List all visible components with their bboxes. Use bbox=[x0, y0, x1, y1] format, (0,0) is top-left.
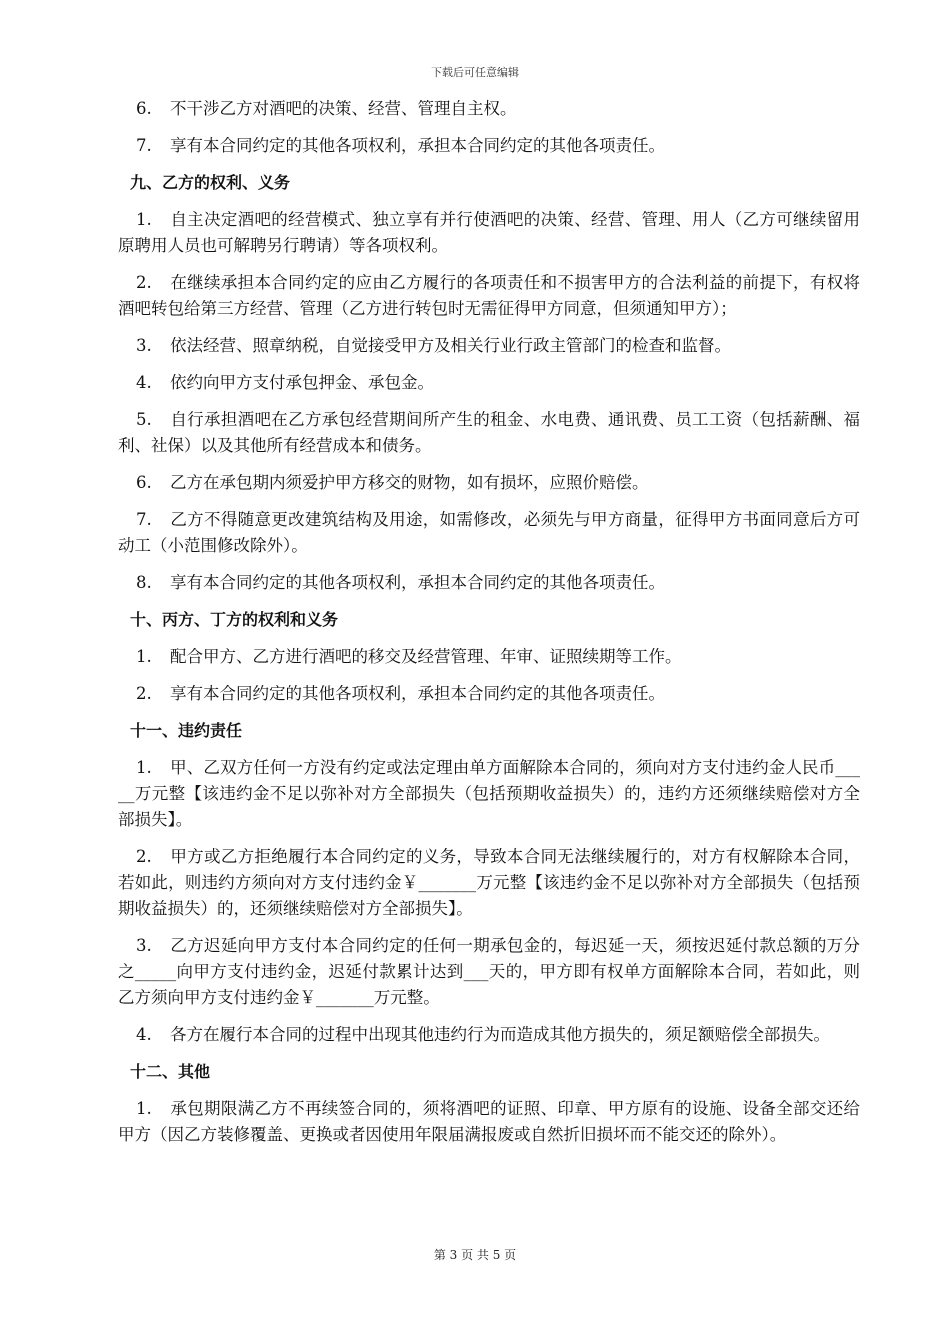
clause-paragraph bbox=[118, 755, 860, 833]
clause-paragraph bbox=[118, 644, 860, 670]
clause-number: 1. bbox=[136, 210, 152, 229]
clause-number: 4. bbox=[136, 1025, 152, 1044]
clause-number: 8. bbox=[136, 573, 152, 592]
clause-text: 乙方不得随意更改建筑结构及用途，如需修改，必须先与甲方商量，征得甲方书面同意后方可动工（小范围修改除外）。 bbox=[118, 510, 860, 555]
clause-paragraph bbox=[118, 470, 860, 496]
clause-number: 4. bbox=[136, 373, 152, 392]
clause-paragraph bbox=[118, 507, 860, 559]
page-header: 下载后可任意编辑 bbox=[431, 66, 519, 79]
clause-text: 乙方在承包期内须爱护甲方移交的财物，如有损坏，应照价赔偿。 bbox=[170, 473, 649, 492]
clause-text: 享有本合同约定的其他各项权利，承担本合同约定的其他各项责任。 bbox=[170, 136, 665, 155]
clause-number: 7. bbox=[136, 136, 152, 155]
clause-number: 6. bbox=[136, 99, 152, 118]
clause-text: 配合甲方、乙方进行酒吧的移交及经营管理、年审、证照续期等工作。 bbox=[170, 647, 682, 666]
clause-paragraph bbox=[118, 1022, 860, 1048]
section-heading: 九、乙方的权利、义务 bbox=[130, 173, 291, 192]
clause-text: 享有本合同约定的其他各项权利，承担本合同约定的其他各项责任。 bbox=[170, 684, 665, 703]
clause-number: 3. bbox=[136, 336, 152, 355]
clause-text: 自行承担酒吧在乙方承包经营期间所产生的租金、水电费、通讯费、员工工资（包括薪酬、福利、社保）以及其他所有经营成本和债务。 bbox=[118, 410, 860, 455]
clause-number: 3. bbox=[136, 936, 152, 955]
clause-paragraph bbox=[118, 933, 860, 1011]
clause-text: 依法经营、照章纳税，自觉接受甲方及相关行业行政主管部门的检查和监督。 bbox=[170, 336, 731, 355]
clause-text: 依约向甲方支付承包押金、承包金。 bbox=[170, 373, 434, 392]
clause-paragraph bbox=[118, 370, 860, 396]
clause-paragraph bbox=[118, 407, 860, 459]
clause-number: 2. bbox=[136, 273, 152, 292]
clause-paragraph bbox=[118, 333, 860, 359]
section-heading: 十、丙方、丁方的权利和义务 bbox=[130, 610, 339, 629]
clause-text: 不干涉乙方对酒吧的决策、经营、管理自主权。 bbox=[170, 99, 517, 118]
clause-text: 乙方迟延向甲方支付本合同约定的任何一期承包金的，每迟延一天，须按迟延付款总额的万分之_____向甲方支付违约金，迟延付款累计达到___天的，甲方即有权单方面解除本合同，若如此，则乙方须向甲方支付违约金￥_______万元整。 bbox=[118, 936, 860, 1007]
clause-number: 5. bbox=[136, 410, 152, 429]
section-heading: 十一、违约责任 bbox=[130, 721, 243, 740]
clause-paragraph bbox=[118, 570, 860, 596]
clause-number: 2. bbox=[136, 684, 152, 703]
document-body bbox=[118, 96, 860, 1159]
clause-text: 在继续承担本合同约定的应由乙方履行的各项责任和不损害甲方的合法利益的前提下，有权将酒吧转包给第三方经营、管理（乙方进行转包时无需征得甲方同意，但须通知甲方）； bbox=[118, 273, 860, 318]
clause-number: 7. bbox=[136, 510, 152, 529]
clause-text: 甲方或乙方拒绝履行本合同约定的义务，导致本合同无法继续履行的，对方有权解除本合同，若如此，则违约方须向对方支付违约金￥_______万元整【该违约金不足以弥补对方全部损失（包括预期收益损失）的，还须继续赔偿对方全部损失】。 bbox=[118, 847, 860, 918]
clause-text: 享有本合同约定的其他各项权利，承担本合同约定的其他各项责任。 bbox=[170, 573, 665, 592]
clause-paragraph bbox=[118, 681, 860, 707]
clause-paragraph bbox=[118, 1096, 860, 1148]
clause-text: 自主决定酒吧的经营模式、独立享有并行使酒吧的决策、经营、管理、用人（乙方可继续留用原聘用人员也可解聘另行聘请）等各项权利。 bbox=[118, 210, 860, 255]
clause-paragraph bbox=[118, 270, 860, 322]
clause-paragraph bbox=[118, 133, 860, 159]
clause-number: 2. bbox=[136, 847, 152, 866]
clause-number: 1. bbox=[136, 647, 152, 666]
clause-number: 1. bbox=[136, 758, 152, 777]
section-heading: 十二、其他 bbox=[130, 1062, 211, 1081]
clause-paragraph bbox=[118, 844, 860, 922]
clause-text: 承包期限满乙方不再续签合同的，须将酒吧的证照、印章、甲方原有的设施、设备全部交还给甲方（因乙方装修覆盖、更换或者因使用年限届满报废或自然折旧损坏而不能交还的除外）。 bbox=[118, 1099, 860, 1144]
page-footer: 第 3 页 共 5 页 bbox=[433, 1248, 517, 1262]
clause-number: 6. bbox=[136, 473, 152, 492]
clause-paragraph bbox=[118, 96, 860, 122]
clause-text: 甲、乙双方任何一方没有约定或法定理由单方面解除本合同的，须向对方支付违约金人民币_____万元整【该违约金不足以弥补对方全部损失（包括预期收益损失）的，违约方还须继续赔偿对方全部损失】。 bbox=[118, 758, 860, 829]
clause-number: 1. bbox=[136, 1099, 152, 1118]
clause-text: 各方在履行本合同的过程中出现其他违约行为而造成其他方损失的，须足额赔偿全部损失。 bbox=[170, 1025, 830, 1044]
clause-paragraph bbox=[118, 207, 860, 259]
